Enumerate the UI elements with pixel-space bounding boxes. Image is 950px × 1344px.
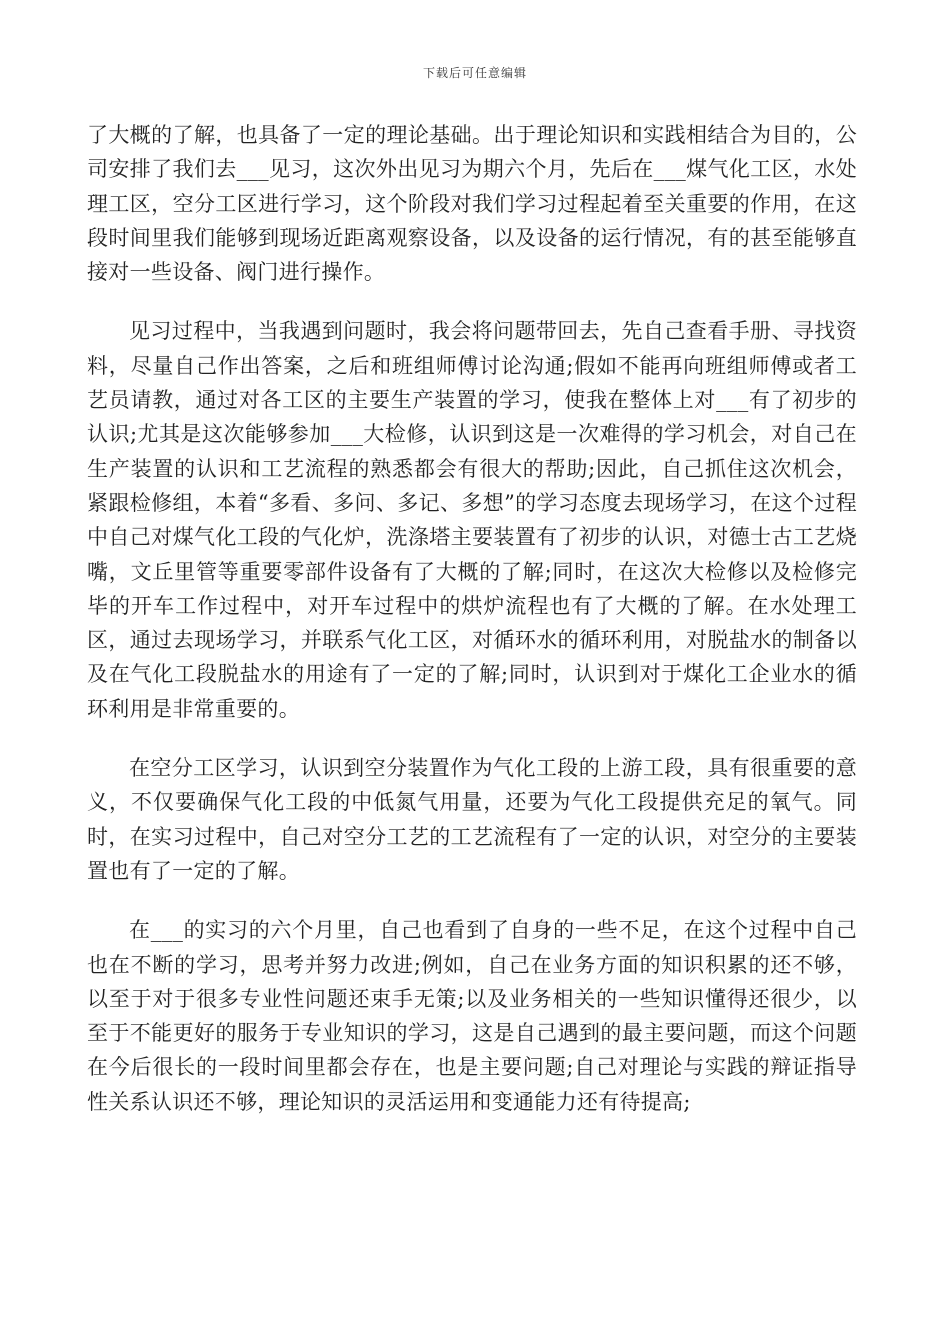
paragraph-air-separation: 在空分工区学习，认识到空分装置作为气化工段的上游工段，具有很重要的意义，不仅要确保气化工段的中低氮气用量，还要为气化工段提供充足的氧气。同时，在实习过程中，自己对空分工艺的工艺流程有了一定的认识，对空分的主要装置也有了一定的了解。 <box>87 756 857 883</box>
document-body <box>87 118 857 1119</box>
paragraph-continuation: 了大概的了解，也具备了一定的理论基础。出于理论知识和实践相结合为目的，公司安排了我们去___见习，这次外出见习为期六个月，先后在___煤气化工区，水处理工区，空分工区进行学习，这个阶段对我们学习过程起着至关重要的作用，在这段时间里我们能够到现场近距离观察设备，以及设备的运行情况，有的甚至能够直接对一些设备、阀门进行操作。 <box>87 123 857 285</box>
paragraph-internship-process: 见习过程中，当我遇到问题时，我会将问题带回去，先自己查看手册、寻找资料，尽量自己作出答案，之后和班组师傅讨论沟通;假如不能再向班组师傅或者工艺员请教，通过对各工区的主要生产装置的学习，使我在整体上对___有了初步的认识;尤其是这次能够参加___大检修，认识到这是一次难得的学习机会，对自己在生产装置的认识和工艺流程的熟悉都会有很大的帮助;因此，自己抓住这次机会，紧跟检修组，本着“多看、多问、多记、多想”的学习态度去现场学习，在这个过程中自己对煤气化工段的气化炉，洗涤塔主要装置有了初步的认识，对德士古工艺烧嘴，文丘里管等重要零部件设备有了大概的了解;同时，在这次大检修以及检修完毕的开车工作过程中，对开车过程中的烘炉流程也有了大概的了解。在水处理工区，通过去现场学习，并联系气化工区，对循环水的循环利用，对脱盐水的制备以及在气化工段脱盐水的用途有了一定的了解;同时，认识到对于煤化工企业水的循环利用是非常重要的。 <box>87 319 857 721</box>
page-header: 下载后可任意编辑 <box>422 66 527 80</box>
paragraph-shortcomings: 在___的实习的六个月里，自己也看到了自身的一些不足，在这个过程中自己也在不断的学习，思考并努力改进;例如，自己在业务方面的知识积累的还不够，以至于对于很多专业性问题还束手无策;以及业务相关的一些知识懂得还很少，以至于不能更好的服务于专业知识的学习，这是自己遇到的最主要问题，而这个问题在今后很长的一段时间里都会存在，也是主要问题;自己对理论与实践的辩证指导性关系认识还不够，理论知识的灵活运用和变通能力还有待提高; <box>87 918 857 1114</box>
